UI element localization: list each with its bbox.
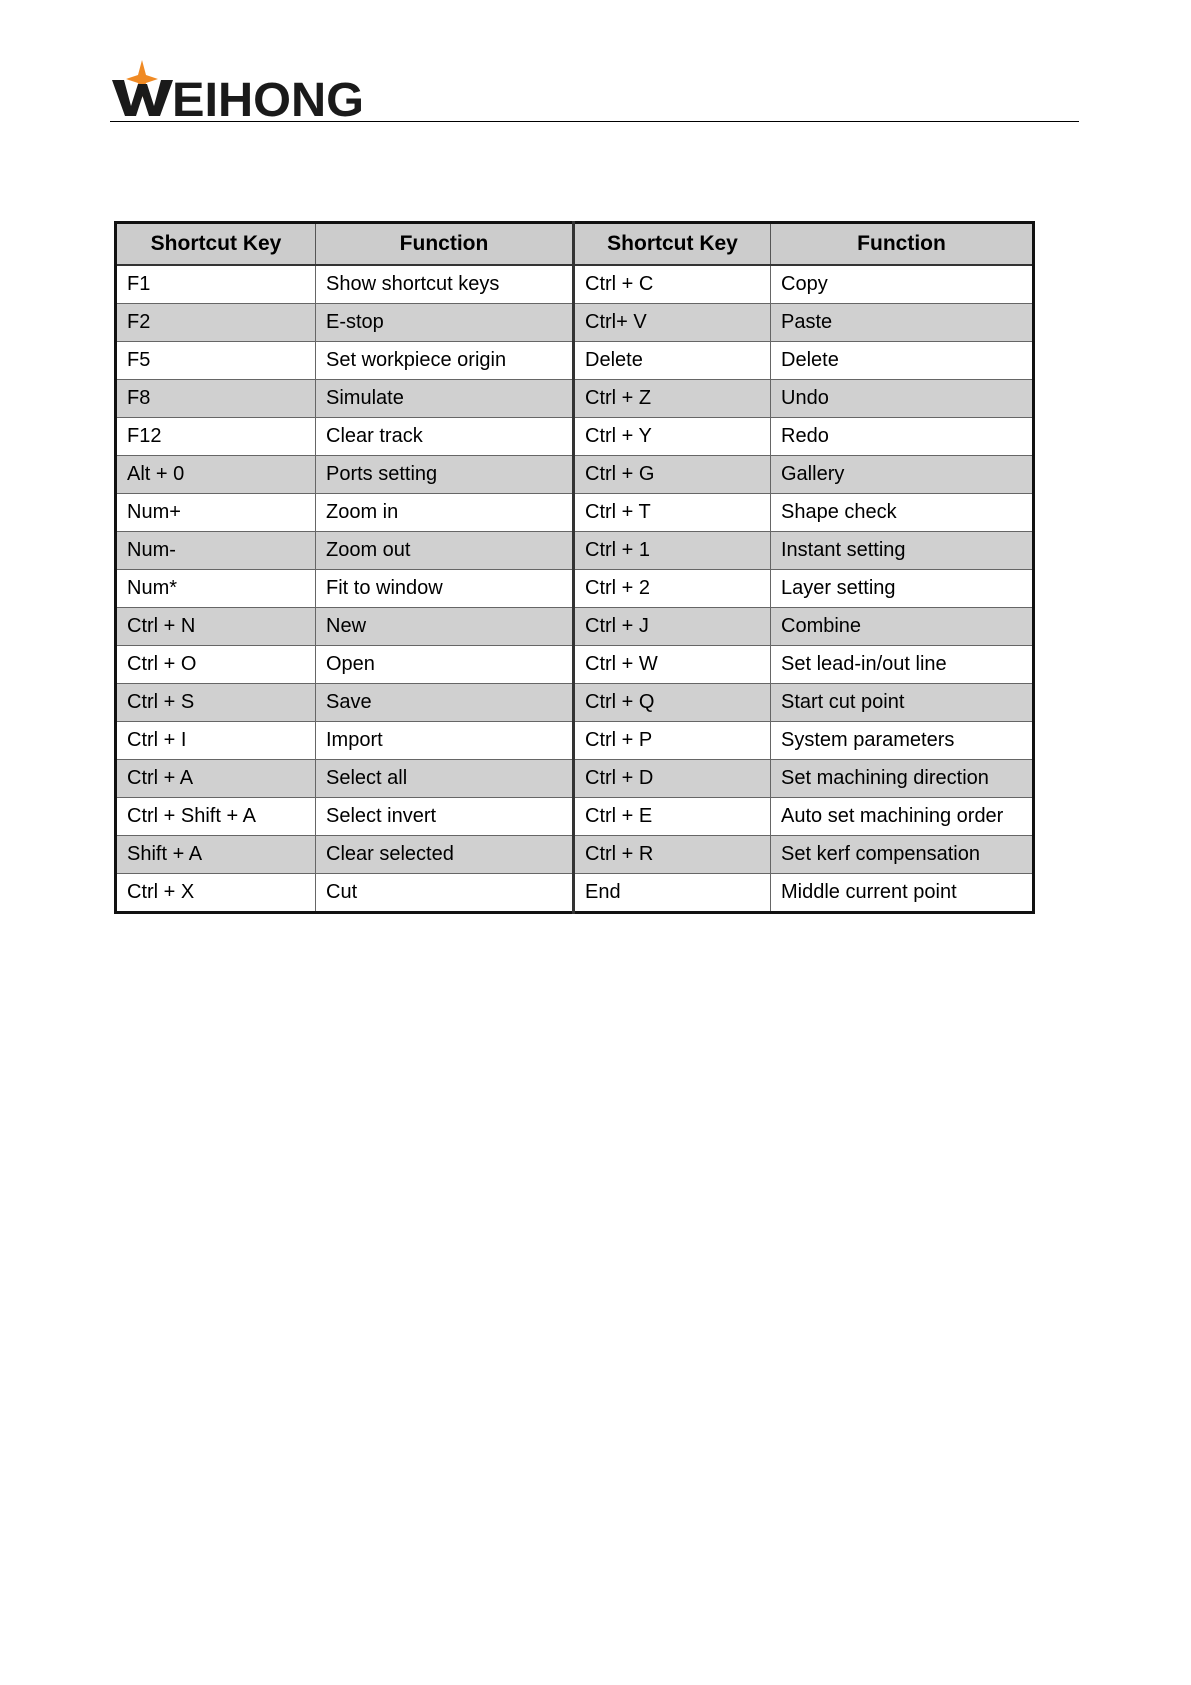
shortcut-key-cell: Ctrl + X <box>116 874 316 913</box>
function-cell: Save <box>316 684 574 722</box>
shortcut-key-cell: Ctrl + A <box>116 760 316 798</box>
shortcut-key-cell: Num+ <box>116 494 316 532</box>
function-cell: Set workpiece origin <box>316 342 574 380</box>
shortcut-table-container <box>114 221 1032 914</box>
header-divider <box>110 121 1079 122</box>
column-header-function: Function <box>771 223 1034 266</box>
shortcut-key-cell: Ctrl + Q <box>574 684 771 722</box>
table-row <box>116 760 1034 798</box>
shortcut-key-cell: Delete <box>574 342 771 380</box>
shortcut-key-cell: Num* <box>116 570 316 608</box>
function-cell: Select all <box>316 760 574 798</box>
function-cell: Instant setting <box>771 532 1034 570</box>
table-row <box>116 874 1034 913</box>
shortcut-key-cell: Ctrl + G <box>574 456 771 494</box>
shortcut-keys-table <box>114 221 1035 914</box>
function-cell: Set lead-in/out line <box>771 646 1034 684</box>
function-cell: E-stop <box>316 304 574 342</box>
shortcut-key-cell: Ctrl + W <box>574 646 771 684</box>
shortcut-key-cell: Ctrl + 2 <box>574 570 771 608</box>
table-row <box>116 608 1034 646</box>
column-header-shortcut-key: Shortcut Key <box>116 223 316 266</box>
function-cell: Ports setting <box>316 456 574 494</box>
function-cell: Shape check <box>771 494 1034 532</box>
shortcut-key-cell: Num- <box>116 532 316 570</box>
shortcut-key-cell: F1 <box>116 265 316 304</box>
shortcut-key-cell: Ctrl + T <box>574 494 771 532</box>
shortcut-key-cell: Ctrl + P <box>574 722 771 760</box>
function-cell: Gallery <box>771 456 1034 494</box>
function-cell: Open <box>316 646 574 684</box>
shortcut-key-cell: Ctrl + O <box>116 646 316 684</box>
table-row <box>116 570 1034 608</box>
column-header-function: Function <box>316 223 574 266</box>
table-row <box>116 304 1034 342</box>
function-cell: Copy <box>771 265 1034 304</box>
shortcut-key-cell: F8 <box>116 380 316 418</box>
function-cell: Combine <box>771 608 1034 646</box>
function-cell: Set machining direction <box>771 760 1034 798</box>
shortcut-key-cell: Ctrl + I <box>116 722 316 760</box>
table-row <box>116 798 1034 836</box>
table-row <box>116 342 1034 380</box>
function-cell: Clear selected <box>316 836 574 874</box>
column-header-shortcut-key: Shortcut Key <box>574 223 771 266</box>
function-cell: Cut <box>316 874 574 913</box>
function-cell: Delete <box>771 342 1034 380</box>
logo-graphic <box>112 60 372 120</box>
shortcut-key-cell: Ctrl + D <box>574 760 771 798</box>
table-row <box>116 380 1034 418</box>
function-cell: Zoom in <box>316 494 574 532</box>
function-cell: Show shortcut keys <box>316 265 574 304</box>
shortcut-key-cell: Ctrl + R <box>574 836 771 874</box>
function-cell: Select invert <box>316 798 574 836</box>
table-header-row <box>116 223 1034 266</box>
function-cell: Paste <box>771 304 1034 342</box>
function-cell: Simulate <box>316 380 574 418</box>
shortcut-key-cell: Ctrl + C <box>574 265 771 304</box>
table-row <box>116 684 1034 722</box>
function-cell: Fit to window <box>316 570 574 608</box>
function-cell: Auto set machining order <box>771 798 1034 836</box>
shortcut-key-cell: F5 <box>116 342 316 380</box>
shortcut-key-cell: Ctrl + 1 <box>574 532 771 570</box>
shortcut-key-cell: Ctrl + Shift + A <box>116 798 316 836</box>
shortcut-key-cell: Alt + 0 <box>116 456 316 494</box>
function-cell: Layer setting <box>771 570 1034 608</box>
shortcut-key-cell: Shift + A <box>116 836 316 874</box>
function-cell: Undo <box>771 380 1034 418</box>
table-row <box>116 836 1034 874</box>
table-row <box>116 532 1034 570</box>
weihong-logo <box>112 60 372 120</box>
table-row <box>116 722 1034 760</box>
function-cell: Start cut point <box>771 684 1034 722</box>
function-cell: Import <box>316 722 574 760</box>
table-row <box>116 494 1034 532</box>
svg-text:EIHONG: EIHONG <box>172 74 364 120</box>
function-cell: Set kerf compensation <box>771 836 1034 874</box>
function-cell: Clear track <box>316 418 574 456</box>
table-row <box>116 265 1034 304</box>
function-cell: Redo <box>771 418 1034 456</box>
shortcut-key-cell: F12 <box>116 418 316 456</box>
table-row <box>116 456 1034 494</box>
shortcut-key-cell: F2 <box>116 304 316 342</box>
shortcut-key-cell: Ctrl+ V <box>574 304 771 342</box>
shortcut-key-cell: Ctrl + J <box>574 608 771 646</box>
shortcut-key-cell: Ctrl + Y <box>574 418 771 456</box>
logo-w-glyph <box>112 80 173 116</box>
shortcut-key-cell: End <box>574 874 771 913</box>
shortcut-key-cell: Ctrl + N <box>116 608 316 646</box>
table-row <box>116 646 1034 684</box>
shortcut-key-cell: Ctrl + S <box>116 684 316 722</box>
table-row <box>116 418 1034 456</box>
shortcut-key-cell: Ctrl + E <box>574 798 771 836</box>
function-cell: System parameters <box>771 722 1034 760</box>
shortcut-key-cell: Ctrl + Z <box>574 380 771 418</box>
function-cell: Zoom out <box>316 532 574 570</box>
function-cell: New <box>316 608 574 646</box>
function-cell: Middle current point <box>771 874 1034 913</box>
